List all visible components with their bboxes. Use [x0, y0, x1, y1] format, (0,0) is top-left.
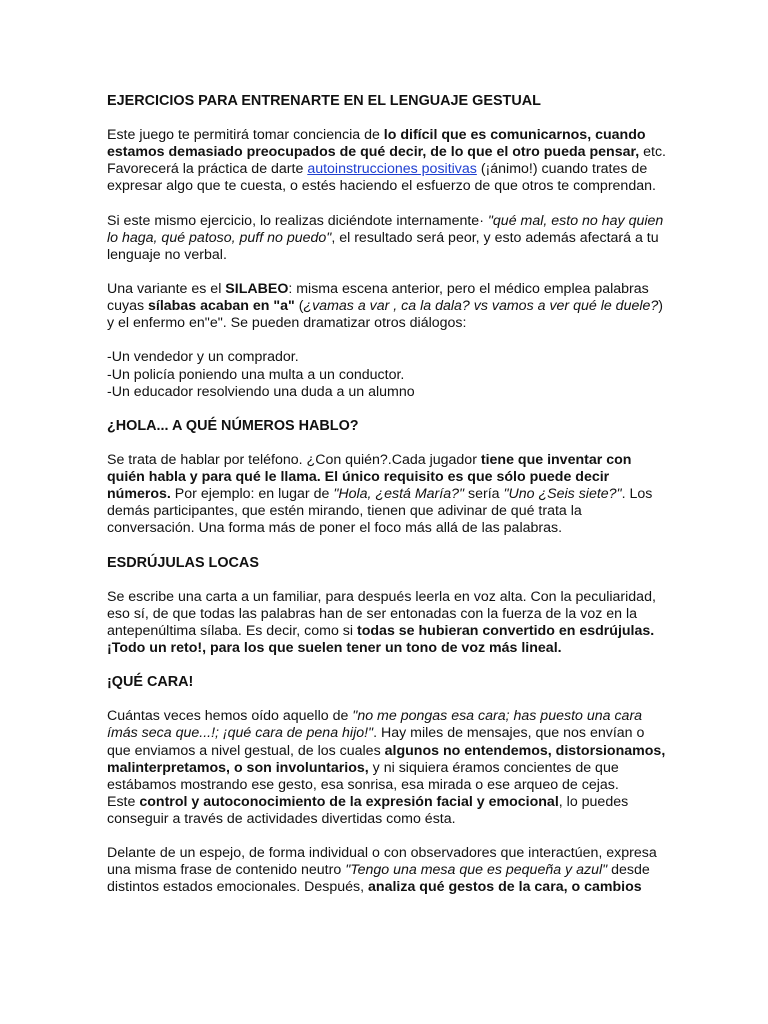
p6-bold-1: algunos no entendemos, distorsionamos, malinterpretamos, o son involuntarios,: [107, 742, 666, 776]
intro-text-3: (¡ánimo!) cuando trates de expresar algo que te cuesta, o estés haciendo el esfuerzo de que otros te comprendan.: [107, 161, 656, 195]
p6-text-2: . Hay miles de mensajes, que nos envían o que enviamos a nivel gestual, de los cuales: [107, 725, 645, 759]
paragraph-2: [107, 213, 667, 264]
p6-text-3: y ni siquiera éramos concientes de que estábamos mostrando ese gesto, esa sonrisa, esa mirada o ese arqueo de cejas.: [107, 759, 619, 793]
paragraph-espejo: [107, 845, 667, 896]
intro-text-2: etc. Favorecerá la práctica de darte: [107, 144, 666, 178]
p2-text-1: Si este mismo ejercicio, lo realizas diciéndote internamente·: [107, 212, 488, 229]
list-item: -Un educador resolviendo una duda a un alumno: [107, 383, 415, 400]
heading-esdrujulas: ESDRÚJULAS LOCAS: [107, 554, 259, 571]
list-item: -Un policía poniendo una multa a un conductor.: [107, 366, 405, 383]
paragraph-control: [107, 794, 667, 828]
p4-text-2: Por ejemplo: en lugar de: [170, 486, 334, 503]
intro-bold-1: lo difícil que es comunicarnos, cuando estamos demasiado preocupados de qué decir, de lo que el otro pueda pensar,: [107, 127, 646, 161]
p4-italic-1: "Hola, ¿está María?": [333, 486, 465, 503]
p3-text-4: ) y el enfermo en"e". Se pueden dramatizar otros diálogos:: [107, 298, 664, 332]
p3-italic-1: ¿vamas a var , ca la dala? vs vamos a ver qué le duele?: [303, 298, 659, 315]
paragraph-hola: [107, 452, 667, 537]
p6-text-1: Cuántas veces hemos oído aquello de: [107, 708, 353, 725]
p5-bold-1: todas se hubieran convertido en esdrújulas. ¡Todo un reto!, para los que suelen tener un tono de voz más lineal.: [107, 622, 655, 656]
paragraph-que-cara: [107, 708, 667, 793]
heading-que-cara: ¡QUÉ CARA!: [107, 674, 194, 691]
p4-text-4: . Los demás participantes, que estén mirando, tienen que adivinar de qué trata la conversación. Una forma más de poner el foco más allá de las palabras.: [107, 486, 653, 537]
p8-italic-1: "Tengo una mesa que es pequeña y azul": [345, 862, 608, 879]
p3-text-3: (: [294, 298, 304, 315]
p4-italic-2: "Uno ¿Seis siete?": [503, 486, 622, 503]
p4-bold-1: tiene que inventar con quién habla y para qué le llama. El único requisito es que sólo puede decir números.: [107, 451, 632, 503]
autoinstrucciones-link[interactable]: autoinstrucciones positivas: [307, 161, 477, 178]
p4-text-3: sería: [464, 486, 504, 503]
p8-text-2: desde distintos estados emocionales. Después,: [107, 862, 650, 896]
p7-text-1: Este: [107, 793, 140, 810]
paragraph-esdrujulas: [107, 589, 667, 657]
p7-text-2: , lo puedes conseguir a través de actividades divertidas como ésta.: [107, 793, 629, 827]
p3-bold-1: SILABEO: [225, 281, 289, 298]
p3-text-2: : misma escena anterior, pero el médico emplea palabras cuyas: [107, 281, 649, 315]
p6-italic-1: "no me pongas esa cara; has puesto una cara ímás seca que...!; ¡qué cara de pena hijo!": [107, 708, 643, 742]
list-item: -Un vendedor y un comprador.: [107, 349, 299, 366]
paragraph-silabeo: [107, 281, 667, 332]
p5-text-1: Se escribe una carta a un familiar, para después leerla en voz alta. Con la peculiaridad, eso sí, de que todas las palabras han de ser entonadas con la fuerza de la voz en la antepenúltima sílaba. Es decir, como si: [107, 588, 656, 639]
intro-text-1: Este juego te permitirá tomar conciencia de: [107, 127, 384, 144]
p8-bold-1: analiza qué gestos de la cara, o cambios: [368, 879, 642, 896]
p2-text-2: , el resultado será peor, y esto además afectará a tu lenguaje no verbal.: [107, 229, 659, 263]
p3-bold-2: sílabas acaban en "a": [148, 298, 295, 315]
intro-paragraph: [107, 127, 667, 195]
document-title: EJERCICIOS PARA ENTRENARTE EN EL LENGUAJE GESTUAL: [107, 93, 541, 109]
document-page: [107, 93, 667, 896]
heading-hola: ¿HOLA... A QUÉ NÚMEROS HABLO?: [107, 417, 359, 434]
p7-bold-1: control y autoconocimiento de la expresión facial y emocional: [139, 793, 559, 810]
p4-text-1: Se trata de hablar por teléfono. ¿Con quién?.Cada jugador: [107, 451, 481, 468]
p2-italic-1: "qué mal, esto no hay quien lo haga, qué patoso, puff no puedo": [107, 212, 664, 246]
p8-text-1: Delante de un espejo, de forma individual o con observadores que interactúen, expresa una misma frase de contenido neutro: [107, 845, 657, 879]
p3-text-1: Una variante es el: [107, 281, 226, 298]
